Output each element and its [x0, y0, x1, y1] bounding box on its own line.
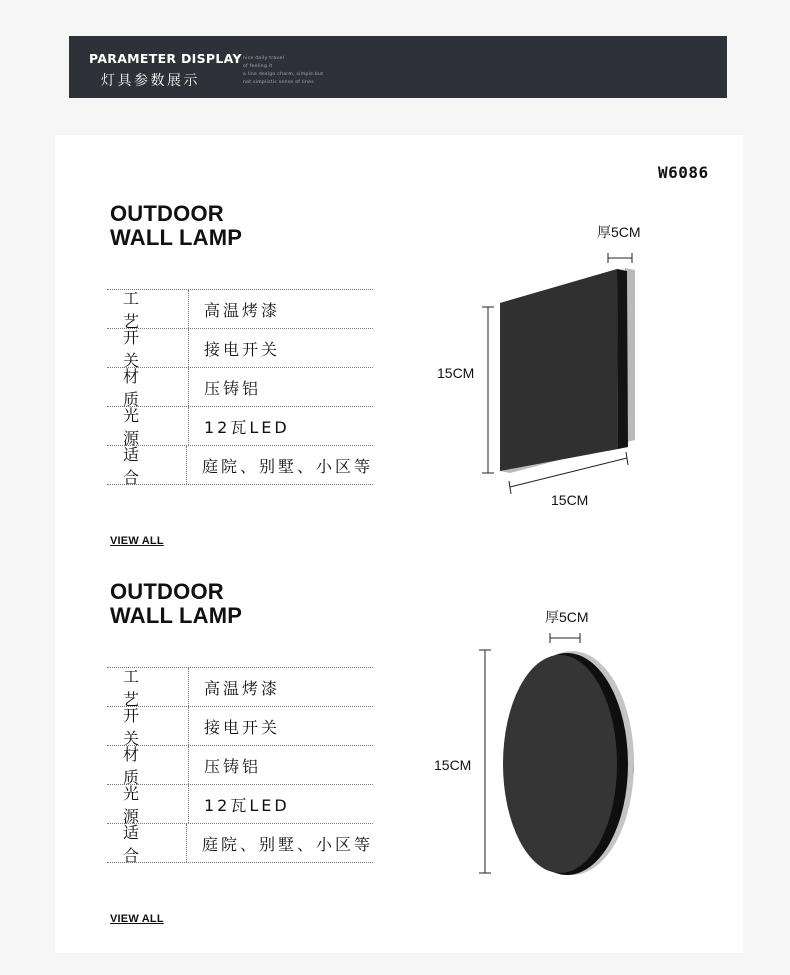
spec-label: 开关	[107, 707, 189, 745]
height-label: 15CM	[437, 365, 475, 381]
spec-label: 材质	[107, 746, 189, 784]
model-code: W6086	[658, 163, 709, 182]
height-dimension-line	[479, 650, 491, 873]
depth-label: 厚5CM	[597, 224, 641, 240]
spec-value: 压铸铝	[204, 378, 262, 398]
product-card	[55, 135, 743, 953]
spec-label: 工艺	[107, 668, 189, 706]
banner-small-text-3: a line design charm, simple but	[243, 72, 324, 77]
product-title-line2: WALL LAMP	[110, 225, 243, 250]
spec-label: 材质	[107, 368, 189, 406]
product-title-line1: OUTDOOR	[110, 201, 224, 226]
spec-label: 光源	[107, 407, 189, 445]
width-label: 15CM	[551, 492, 589, 508]
spec-label: 工艺	[107, 290, 189, 328]
spec-value: 12瓦LED	[204, 795, 290, 815]
square-lamp-diagram	[55, 135, 743, 535]
height-dimension-line	[482, 307, 494, 473]
view-all-link[interactable]: VIEW ALL	[110, 535, 164, 547]
round-lamp-diagram	[55, 513, 743, 933]
banner-title-en: PARAMETER DISPLAY	[89, 51, 242, 66]
spec-label: 适合	[107, 824, 187, 862]
spec-label: 光源	[107, 785, 189, 823]
spec-value: 高温烤漆	[204, 678, 281, 698]
spec-value: 庭院、别墅、小区等	[201, 834, 373, 854]
spec-value: 庭院、别墅、小区等	[201, 456, 373, 476]
view-all-link[interactable]: VIEW ALL	[110, 913, 164, 925]
spec-value: 压铸铝	[204, 756, 262, 776]
banner-small-text-1: nice daily travel	[243, 56, 285, 61]
round-lamp-illustration	[503, 651, 634, 875]
height-label: 15CM	[434, 757, 472, 773]
spec-value: 接电开关	[204, 339, 281, 359]
spec-label: 开关	[107, 329, 189, 367]
depth-dimension-line	[550, 633, 580, 643]
spec-value: 高温烤漆	[204, 300, 281, 320]
product-title-line2: WALL LAMP	[110, 603, 243, 628]
depth-label: 厚5CM	[545, 609, 589, 625]
parameter-banner	[69, 36, 727, 98]
spec-label: 适合	[107, 446, 187, 484]
product-title-line1: OUTDOOR	[110, 579, 224, 604]
depth-dimension-line	[608, 253, 632, 263]
product-section-round	[55, 513, 743, 925]
product-section-square	[55, 135, 743, 547]
spec-value: 接电开关	[204, 717, 281, 737]
banner-title-cn: 灯具参数展示	[101, 73, 200, 89]
banner-small-text-2: of feeling it	[243, 64, 273, 69]
square-lamp-illustration	[500, 268, 635, 473]
spec-value: 12瓦LED	[204, 417, 290, 437]
banner-small-text-4: not simplistic sense of lines	[243, 80, 314, 85]
